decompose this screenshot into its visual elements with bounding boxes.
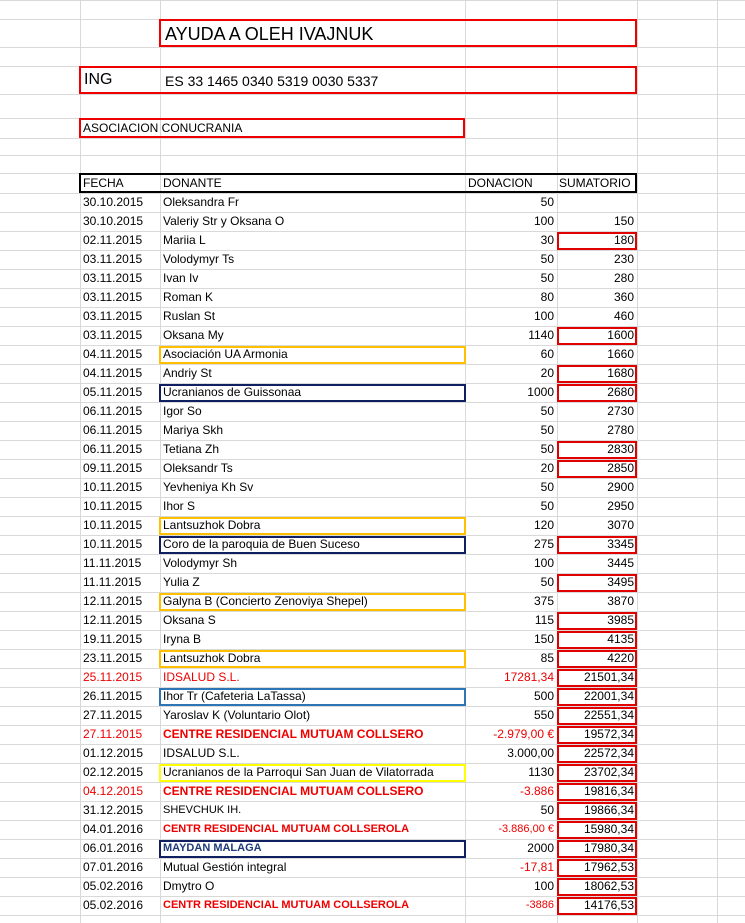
cell-donante: Ivan Iv bbox=[163, 271, 199, 285]
cell-fecha: 09.11.2015 bbox=[83, 461, 143, 475]
cell-sumatorio: 2680 bbox=[607, 385, 634, 399]
cell-donante: Ruslan St bbox=[163, 309, 216, 323]
cell-donante: Roman K bbox=[163, 290, 214, 304]
cell-sumatorio: 21501,34 bbox=[583, 670, 634, 684]
cell-sumatorio: 3445 bbox=[607, 556, 634, 570]
cell-sumatorio: 2830 bbox=[607, 442, 634, 456]
column-header-sumatorio: SUMATORIO bbox=[559, 176, 631, 190]
cell-fecha: 06.11.2015 bbox=[83, 404, 143, 418]
cell-donacion: 150 bbox=[533, 632, 554, 646]
cell-donante: CENTRE RESIDENCIAL MUTUAM COLLSERO bbox=[163, 727, 424, 741]
cell-donante: Tetiana Zh bbox=[163, 442, 220, 456]
cell-donacion: 60 bbox=[540, 347, 554, 361]
cell-fecha: 11.11.2015 bbox=[83, 575, 142, 589]
cell-donacion: 50 bbox=[540, 575, 554, 589]
cell-fecha: 03.11.2015 bbox=[83, 309, 143, 323]
cell-fecha: 25.11.2015 bbox=[83, 670, 143, 684]
grid-row-line bbox=[0, 94, 745, 95]
cell-donacion: 275 bbox=[533, 537, 554, 551]
cell-fecha: 12.11.2015 bbox=[83, 613, 143, 627]
cell-donante: Iryna B bbox=[163, 632, 202, 646]
cell-donante: Mutual Gestión integral bbox=[163, 860, 287, 874]
page-title: AYUDA A OLEH IVAJNUK bbox=[165, 24, 374, 44]
cell-donacion: 50 bbox=[540, 442, 554, 456]
cell-sumatorio: 230 bbox=[613, 252, 634, 266]
cell-donante: Asociación UA Armonia bbox=[163, 347, 288, 361]
cell-donacion: 50 bbox=[540, 803, 554, 817]
cell-donacion: 550 bbox=[533, 708, 554, 722]
cell-sumatorio: 2950 bbox=[607, 499, 634, 513]
cell-donacion: 1000 bbox=[527, 385, 554, 399]
cell-donante: Volodymyr Ts bbox=[163, 252, 235, 266]
cell-donante: Yulia Z bbox=[163, 575, 200, 589]
cell-donacion: 100 bbox=[533, 214, 554, 228]
cell-donacion: 50 bbox=[540, 404, 554, 418]
cell-fecha: 19.11.2015 bbox=[83, 632, 143, 646]
cell-donacion: -3886 bbox=[525, 899, 554, 911]
cell-fecha: 06.11.2015 bbox=[83, 442, 143, 456]
cell-donante: Galyna B (Concierto Zenoviya Shepel) bbox=[163, 594, 368, 608]
cell-fecha: 07.01.2016 bbox=[83, 860, 144, 874]
cell-donacion: 50 bbox=[540, 499, 554, 513]
cell-sumatorio: 3070 bbox=[607, 518, 634, 532]
grid-row-line bbox=[0, 138, 745, 139]
bank-name: ING bbox=[84, 71, 113, 88]
cell-sumatorio: 3345 bbox=[607, 537, 634, 551]
cell-fecha: 10.11.2015 bbox=[83, 499, 143, 513]
cell-donante: Lantsuzhok Dobra bbox=[163, 651, 261, 665]
cell-donante: Ucranianos de la Parroqui San Juan de Vilatorrada bbox=[163, 765, 434, 779]
cell-donante: Oksana My bbox=[163, 328, 224, 342]
cell-fecha: 03.11.2015 bbox=[83, 271, 143, 285]
cell-donacion: 500 bbox=[533, 689, 554, 703]
cell-fecha: 05.02.2016 bbox=[83, 898, 144, 912]
column-header-donante: DONANTE bbox=[163, 176, 222, 190]
cell-fecha: 31.12.2015 bbox=[83, 803, 144, 817]
cell-donante: Andriy St bbox=[163, 366, 212, 380]
cell-donacion: 50 bbox=[540, 480, 554, 494]
cell-donante: CENTRE RESIDENCIAL MUTUAM COLLSERO bbox=[163, 784, 424, 798]
cell-fecha: 02.11.2015 bbox=[83, 233, 143, 247]
cell-donacion: 50 bbox=[540, 271, 554, 285]
cell-donacion: 100 bbox=[533, 556, 554, 570]
cell-donante: Ucranianos de Guissonaa bbox=[163, 385, 302, 399]
cell-donante: Dmytro O bbox=[163, 879, 215, 893]
cell-sumatorio: 2780 bbox=[607, 423, 634, 437]
column-header-fecha: FECHA bbox=[83, 176, 124, 190]
cell-sumatorio: 15980,34 bbox=[583, 822, 634, 836]
cell-donante: Oleksandr Ts bbox=[163, 461, 233, 475]
cell-donacion: 50 bbox=[540, 423, 554, 437]
cell-sumatorio bbox=[558, 193, 634, 212]
cell-fecha: 30.10.2015 bbox=[83, 195, 144, 209]
cell-sumatorio: 23702,34 bbox=[583, 765, 634, 779]
cell-donante: Ihor S bbox=[163, 499, 196, 513]
cell-fecha: 12.11.2015 bbox=[83, 594, 143, 608]
cell-fecha: 27.11.2015 bbox=[83, 708, 143, 722]
cell-sumatorio: 17980,34 bbox=[583, 841, 634, 855]
cell-sumatorio: 460 bbox=[613, 309, 634, 323]
cell-fecha: 04.01.2016 bbox=[83, 822, 144, 836]
cell-fecha: 06.01.2016 bbox=[83, 841, 144, 855]
cell-fecha: 27.11.2015 bbox=[83, 727, 143, 741]
cell-fecha: 10.11.2015 bbox=[83, 480, 143, 494]
cell-sumatorio: 3495 bbox=[607, 575, 634, 589]
cell-sumatorio: 18062,53 bbox=[583, 879, 634, 893]
cell-sumatorio: 19866,34 bbox=[583, 803, 634, 817]
cell-fecha: 04.11.2015 bbox=[83, 347, 143, 361]
cell-donante: Mariya Skh bbox=[163, 423, 224, 437]
cell-fecha: 05.11.2015 bbox=[83, 385, 143, 399]
cell-sumatorio: 3870 bbox=[607, 594, 634, 608]
grid-row-line bbox=[0, 47, 745, 48]
cell-donante: Yevheniya Kh Sv bbox=[163, 480, 254, 494]
cell-sumatorio: 17962,53 bbox=[583, 860, 634, 874]
cell-sumatorio: 19816,34 bbox=[583, 784, 634, 798]
cell-donante: Igor So bbox=[163, 404, 202, 418]
cell-fecha: 05.02.2016 bbox=[83, 879, 144, 893]
cell-donacion: 20 bbox=[540, 461, 554, 475]
cell-donacion: 20 bbox=[540, 366, 554, 380]
cell-fecha: 03.11.2015 bbox=[83, 290, 143, 304]
cell-donacion: 50 bbox=[540, 195, 554, 209]
cell-fecha: 06.11.2015 bbox=[83, 423, 143, 437]
iban-number: ES 33 1465 0340 5319 0030 5337 bbox=[165, 73, 379, 89]
cell-fecha: 03.11.2015 bbox=[83, 252, 143, 266]
cell-donacion: 17281,34 bbox=[503, 670, 554, 684]
cell-sumatorio: 2850 bbox=[607, 461, 634, 475]
cell-donante: Oleksandra Fr bbox=[163, 195, 240, 209]
cell-donacion: 100 bbox=[533, 879, 554, 893]
cell-sumatorio: 1600 bbox=[607, 328, 634, 342]
cell-donacion: 375 bbox=[533, 594, 554, 608]
cell-sumatorio: 22551,34 bbox=[583, 708, 634, 722]
cell-sumatorio: 4135 bbox=[607, 632, 634, 646]
grid-row-line bbox=[0, 0, 745, 1]
cell-sumatorio: 1660 bbox=[607, 347, 634, 361]
cell-donante: IDSALUD S.L. bbox=[163, 746, 240, 760]
cell-donacion: -3.886 bbox=[519, 784, 554, 798]
cell-donacion: 1140 bbox=[528, 328, 554, 342]
cell-fecha: 03.11.2015 bbox=[83, 328, 143, 342]
cell-fecha: 10.11.2015 bbox=[83, 518, 143, 532]
cell-sumatorio: 14176,53 bbox=[583, 898, 634, 912]
cell-fecha: 01.12.2015 bbox=[83, 746, 144, 760]
cell-donante: CENTR RESIDENCIAL MUTUAM COLLSEROLA bbox=[163, 899, 410, 911]
cell-donacion: 100 bbox=[533, 309, 554, 323]
cell-donante: CENTR RESIDENCIAL MUTUAM COLLSEROLA bbox=[163, 823, 410, 835]
cell-donacion: 1130 bbox=[528, 765, 554, 779]
cell-donante: Oksana S bbox=[163, 613, 216, 627]
column-header-donacion: DONACION bbox=[468, 176, 533, 190]
cell-donacion: -3.886,00 € bbox=[498, 823, 554, 835]
cell-fecha: 02.12.2015 bbox=[83, 765, 144, 779]
cell-donacion: 50 bbox=[540, 252, 554, 266]
cell-sumatorio: 22572,34 bbox=[583, 746, 634, 760]
grid-row-line bbox=[0, 915, 745, 916]
cell-fecha: 23.11.2015 bbox=[83, 651, 143, 665]
cell-fecha: 11.11.2015 bbox=[83, 556, 142, 570]
cell-donacion: 85 bbox=[540, 651, 554, 665]
cell-donante: MAYDAN MALAGA bbox=[163, 842, 262, 854]
cell-donante: Lantsuzhok Dobra bbox=[163, 518, 261, 532]
cell-donacion: 30 bbox=[540, 233, 554, 247]
cell-fecha: 10.11.2015 bbox=[83, 537, 143, 551]
cell-donante: Coro de la paroquia de Buen Suceso bbox=[163, 537, 360, 551]
grid-row-line bbox=[0, 155, 745, 156]
cell-sumatorio: 4220 bbox=[607, 651, 634, 665]
cell-sumatorio: 3985 bbox=[607, 613, 634, 627]
cell-donacion: 2000 bbox=[527, 841, 554, 855]
cell-sumatorio: 22001,34 bbox=[583, 689, 634, 703]
cell-sumatorio: 2730 bbox=[607, 404, 634, 418]
cell-fecha: 04.11.2015 bbox=[83, 366, 143, 380]
cell-sumatorio: 2900 bbox=[607, 480, 634, 494]
cell-donante: Mariia L bbox=[163, 233, 206, 247]
cell-donacion: 3.000,00 bbox=[507, 746, 554, 760]
cell-sumatorio: 1680 bbox=[607, 366, 634, 380]
cell-sumatorio: 19572,34 bbox=[583, 727, 634, 741]
cell-donante: Yaroslav K (Voluntario Olot) bbox=[163, 708, 311, 722]
cell-donante: SHEVCHUK IH. bbox=[163, 804, 242, 816]
cell-donacion: 115 bbox=[534, 613, 554, 627]
cell-sumatorio: 150 bbox=[613, 214, 634, 228]
cell-fecha: 26.11.2015 bbox=[83, 689, 143, 703]
cell-sumatorio: 360 bbox=[613, 290, 634, 304]
cell-donacion: -17,81 bbox=[519, 860, 554, 874]
cell-donante: Ihor Tr (Cafeteria LaTassa) bbox=[163, 689, 306, 703]
cell-fecha: 30.10.2015 bbox=[83, 214, 144, 228]
cell-donante: Volodymyr Sh bbox=[163, 556, 238, 570]
cell-donacion: 80 bbox=[540, 290, 554, 304]
cell-donacion: 120 bbox=[533, 518, 554, 532]
cell-fecha: 04.12.2015 bbox=[83, 784, 144, 798]
cell-donante: IDSALUD S.L. bbox=[163, 670, 240, 684]
cell-donacion: -2.979,00 € bbox=[493, 727, 554, 741]
cell-sumatorio: 280 bbox=[613, 271, 634, 285]
cell-sumatorio: 180 bbox=[613, 233, 634, 247]
association-name: ASOCIACION CONUCRANIA bbox=[83, 121, 243, 135]
cell-donante: Valeriy Str y Oksana O bbox=[163, 214, 285, 228]
